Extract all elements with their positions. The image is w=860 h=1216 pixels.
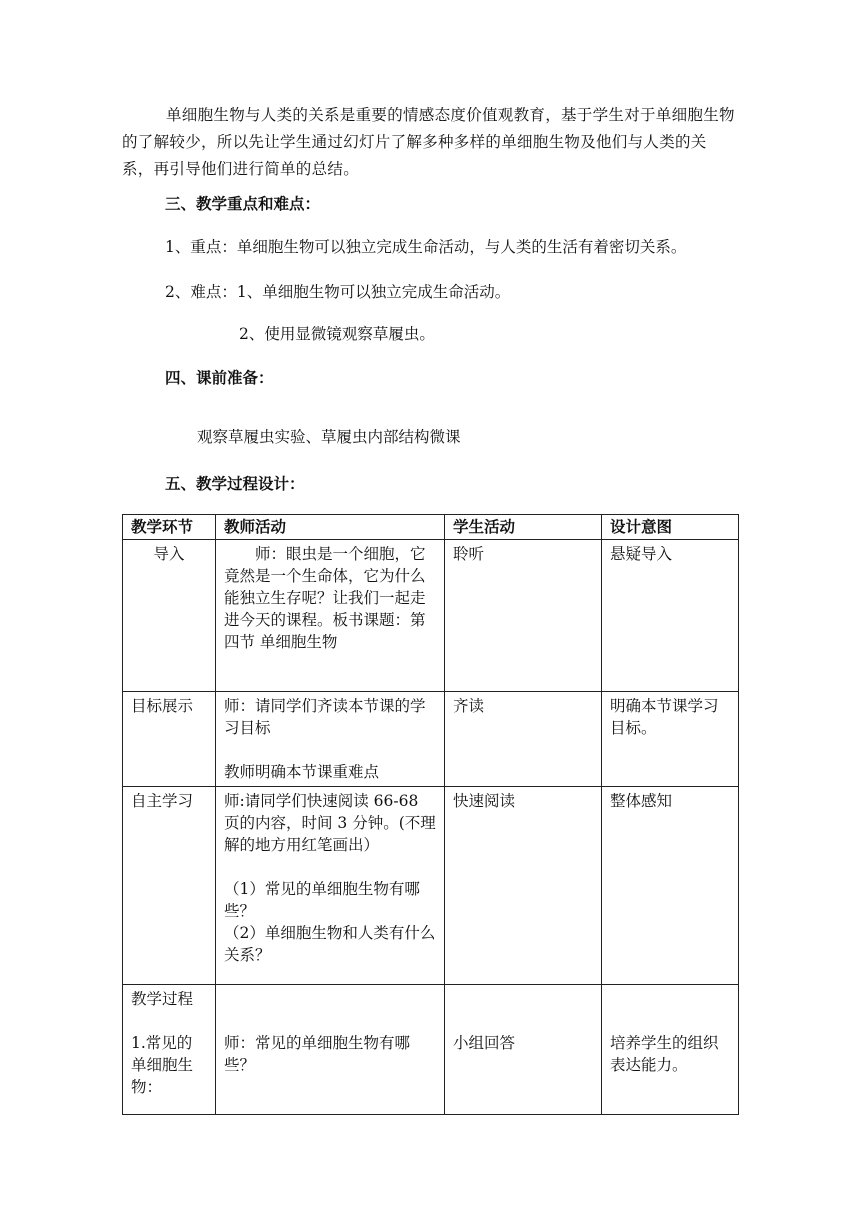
header-stage: 教学环节: [123, 515, 216, 540]
difficulty-1: 2、难点：1、单细胞生物可以独立完成生命活动。: [165, 283, 511, 301]
teaching-process-table: [122, 514, 739, 1115]
header-design-intent: 设计意图: [602, 515, 739, 540]
cell-stage: 教学过程 1.常见的单细胞生物：: [123, 985, 216, 1115]
cell-student: 聆听: [445, 540, 602, 692]
cell-stage: 目标展示: [123, 692, 216, 787]
cell-intent: 整体感知: [602, 787, 739, 985]
header-teacher-activity: 教师活动: [216, 515, 445, 540]
cell-teacher: 师：请同学们齐读本节课的学习目标 教师明确本节课重难点: [216, 692, 445, 787]
cell-intent: 培养学生的组织表达能力。: [602, 985, 739, 1115]
table-row: [123, 787, 739, 985]
cell-teacher: 师：常见的单细胞生物有哪些？: [216, 985, 445, 1115]
cell-teacher: 师：眼虫是一个细胞，它竟然是一个生命体，它为什么能独立生存呢？让我们一起走进今天的课程。板书课题：第四节 单细胞生物: [216, 540, 445, 692]
section-4-heading: 四、课前准备：: [165, 368, 274, 387]
cell-teacher: 师:请同学们快速阅读 66-68 页的内容，时间 3 分钟。(不理解的地方用红笔画出） （1）常见的单细胞生物有哪些？ （2）单细胞生物和人类有什么关系？: [216, 787, 445, 985]
header-student-activity: 学生活动: [445, 515, 602, 540]
table-header-row: [123, 515, 739, 540]
cell-stage: 导入: [123, 540, 216, 692]
table-row: [123, 985, 739, 1115]
section-5-heading: 五、教学过程设计：: [165, 474, 305, 493]
intro-paragraph: 单细胞生物与人类的关系是重要的情感态度价值观教育，基于学生对于单细胞生物的了解较少，所以先让学生通过幻灯片了解多种多样的单细胞生物及他们与人类的关系，再引导他们进行简单的总结。: [122, 106, 735, 178]
cell-stage: 自主学习: [123, 787, 216, 985]
difficulty-2: 2、使用显微镜观察草履虫。: [239, 325, 435, 343]
preparation-content: 观察草履虫实验、草履虫内部结构微课: [197, 428, 461, 446]
table-row: [123, 540, 739, 692]
table-row: [123, 692, 739, 787]
cell-intent: 明确本节课学习目标。: [602, 692, 739, 787]
cell-intent: 悬疑导入: [602, 540, 739, 692]
cell-student: 齐读: [445, 692, 602, 787]
section-3-heading: 三、教学重点和难点：: [165, 194, 321, 213]
cell-student: 小组回答: [445, 985, 602, 1115]
cell-student: 快速阅读: [445, 787, 602, 985]
key-point: 1、重点：单细胞生物可以独立完成生命活动，与人类的生活有着密切关系。: [165, 238, 687, 256]
